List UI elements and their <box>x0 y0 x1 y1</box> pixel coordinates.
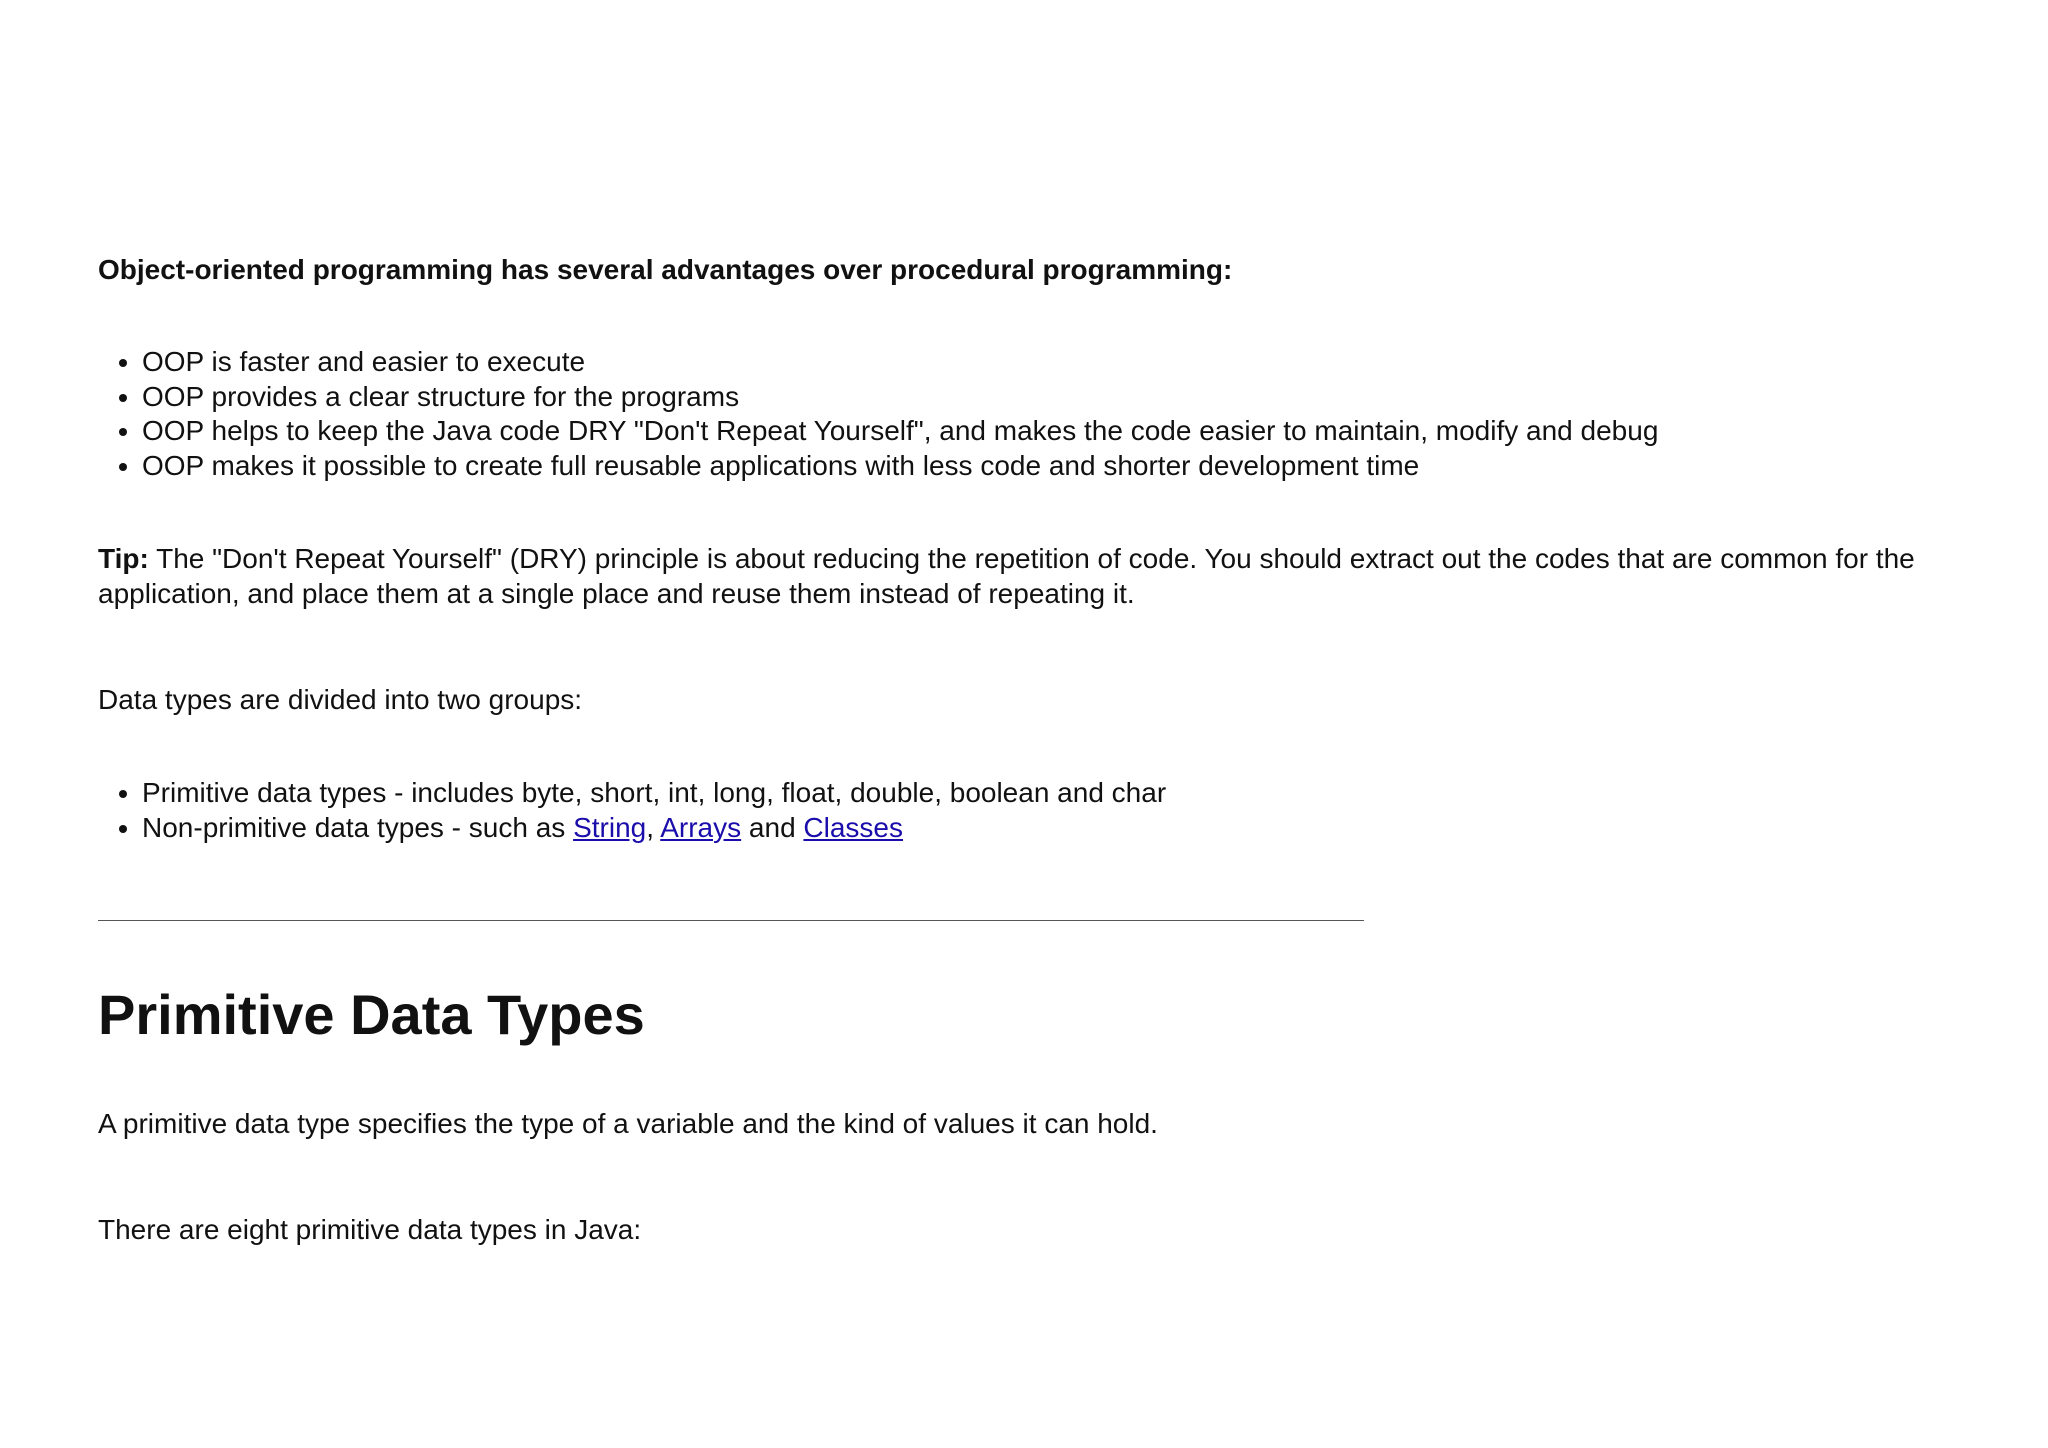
oop-intro-text: Object-oriented programming has several advantages over procedural programming: <box>98 254 1233 285</box>
primitive-definition-text: A primitive data type specifies the type of a variable and the kind of values it can hold. <box>98 1108 1158 1139</box>
classes-link[interactable]: Classes <box>803 811 904 843</box>
primitive-count-text: There are eight primitive data types in Java: <box>98 1214 642 1245</box>
tip-label: Tip: <box>98 543 149 574</box>
data-types-list <box>98 776 1166 845</box>
separator-text: , <box>646 811 661 843</box>
tip-text: The "Don't Repeat Yourself" (DRY) principle is about reducing the repetition of code. You should extract out the codes that are common for the application, and place them at a single place and reuse them instead of repeating it. <box>98 543 1915 609</box>
list-item: • OOP makes it possible to create full reusable applications with less code and shorter development time <box>142 449 1658 484</box>
tip-note <box>98 542 1978 611</box>
non-primitive-prefix: Non-primitive data types - such as <box>142 811 574 843</box>
arrays-link[interactable]: Arrays <box>660 811 742 843</box>
list-item-primitive: • Primitive data types - includes byte, short, int, long, float, double, boolean and char <box>142 776 1166 811</box>
section-divider <box>98 920 1364 921</box>
and-text: and <box>741 811 804 843</box>
primitive-data-types-heading: Primitive Data Types <box>98 983 645 1046</box>
list-item: • OOP provides a clear structure for the programs <box>142 380 1658 415</box>
data-types-intro: Data types are divided into two groups: <box>98 684 583 715</box>
list-item: • OOP is faster and easier to execute <box>142 345 1658 380</box>
list-item-non-primitive <box>142 811 1166 846</box>
string-link[interactable]: String <box>573 811 647 843</box>
oop-advantages-list <box>98 345 1658 483</box>
list-item: • OOP helps to keep the Java code DRY "Don't Repeat Yourself", and makes the code easier to maintain, modify and debug <box>142 414 1658 449</box>
